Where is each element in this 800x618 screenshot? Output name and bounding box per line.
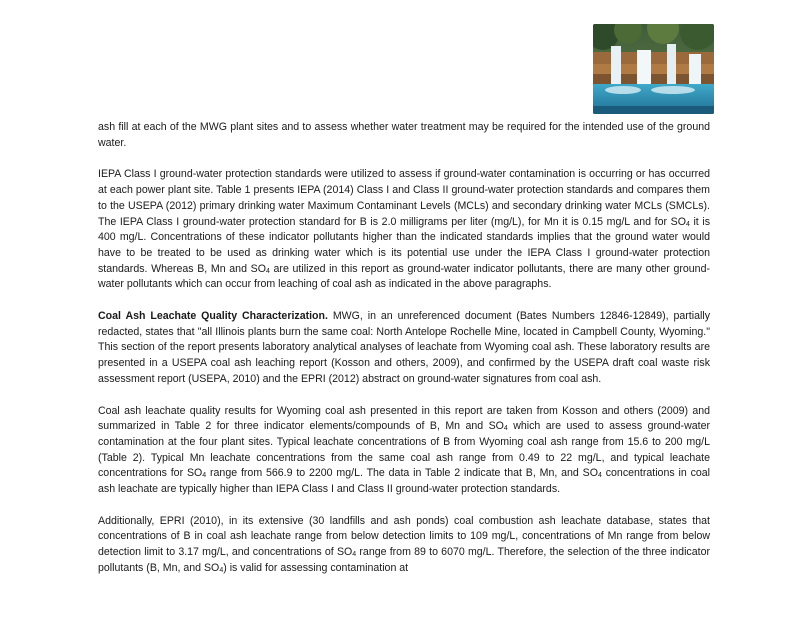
paragraph-text: IEPA Class I ground-water protection standards were utilized to assess if ground-water contamination is occurring or has occurred at each power plant site. Table 1 presents IEPA (2014) Class I and Class II ground-water protection standards and compares them to the USEPA (2012) primary drinking water Maximum Contaminant Levels (MCLs) and secondary drinking water MCLs (SMCLs). The IEPA Class I ground-water protection standard for B is 2.0 milligrams per liter (mg/L), for Mn it is 0.15 mg/L and for SO [98,168,710,228]
waterfall-photo [593,24,714,114]
paragraph-iepa-standards [98,167,710,293]
subscript: 4 [597,472,602,480]
paragraph-text: which are used to assess ground-water contamination at the four plant sites. Typical leachate concentrations of B from Wyoming coal ash range from 15.6 to 200 mg/L (Table 2). Typical Mn leachate concentrations from the same coal ash range from 0.49 to 22 mg/L, and typical leachate concentrations for SO [98,420,710,480]
paragraph-text: range from 566.9 to 2200 mg/L. The data in Table 2 indicate that B, Mn, and SO [206,467,598,480]
paragraph-text: range from 89 to 6070 mg/L. Therefore, the selection of the three indicator pollutants (B, Mn, and SO [98,546,710,574]
subscript: 4 [685,220,690,228]
paragraph-text: Additionally, EPRI (2010), in its extensive (30 landfills and ash ponds) coal combustion ash leachate database, states that concentrations of B in coal ash leachate range from below detection limits to 109 mg/L, concentrations of Mn range from below detection limit to 3.17 mg/L, and concentrations of SO [98,514,710,559]
subscript: 4 [352,551,357,559]
paragraph-text: MWG, in an unreferenced document (Bates Numbers 12846-12849), partially redacted, states that "all Illinois plants burn the same coal: North Antelope Rochelle Mine, located in Campbell County, Wyoming." This section of the report presents laboratory analytical analyses of leachate from Wyoming coal ash. These laboratory results are presented in a USEPA coal ash leaching report (Kosson and others, 2009), and confirmed by the USEPA draft coal waste risk assessment report (USEPA, 2010) and the EPRI (2012) abstract on ground-water signatures from coal ash. [98,310,711,385]
section-heading: Coal Ash Leachate Quality Characterization. [98,310,328,323]
paragraph-epri-database [98,514,710,577]
report-body [98,120,710,593]
paragraph-text: are utilized in this report as ground-water indicator pollutants, there are many other ground-water pollutants which can occur from leaching of coal ash as indicated in the above paragraphs. [98,262,710,291]
subscript: 4 [219,566,224,574]
subscript: 4 [265,267,270,275]
paragraph-text: ash fill at each of the MWG plant sites and to assess whether water treatment may be required for the intended use of the ground water. [98,121,710,149]
paragraph-text: it is 400 mg/L. Concentrations of these indicator pollutants higher than the indicated standards implies that the ground water would have to be treated to be used as drinking water which is its potential use under the IEPA Class I ground-water protection standards. Whereas B, Mn and SO [98,215,710,275]
subscript: 4 [202,472,207,480]
paragraph-wyoming-results [98,404,710,498]
paragraph-continuation [98,120,710,151]
paragraph-text: Coal ash leachate quality results for Wyoming coal ash presented in this report are taken from Kosson and others (2009) and summarized in Table 2 for three indicator elements/compounds of B, Mn and SO [98,404,710,433]
subscript: 4 [503,425,508,433]
paragraph-leachate-characterization [98,309,710,388]
paragraph-text: ) is valid for assessing contamination at [223,561,409,574]
paragraph-text: concentrations in coal ash leachate are typically higher than IEPA Class I and Class II ground-water protection standards. [98,467,710,496]
